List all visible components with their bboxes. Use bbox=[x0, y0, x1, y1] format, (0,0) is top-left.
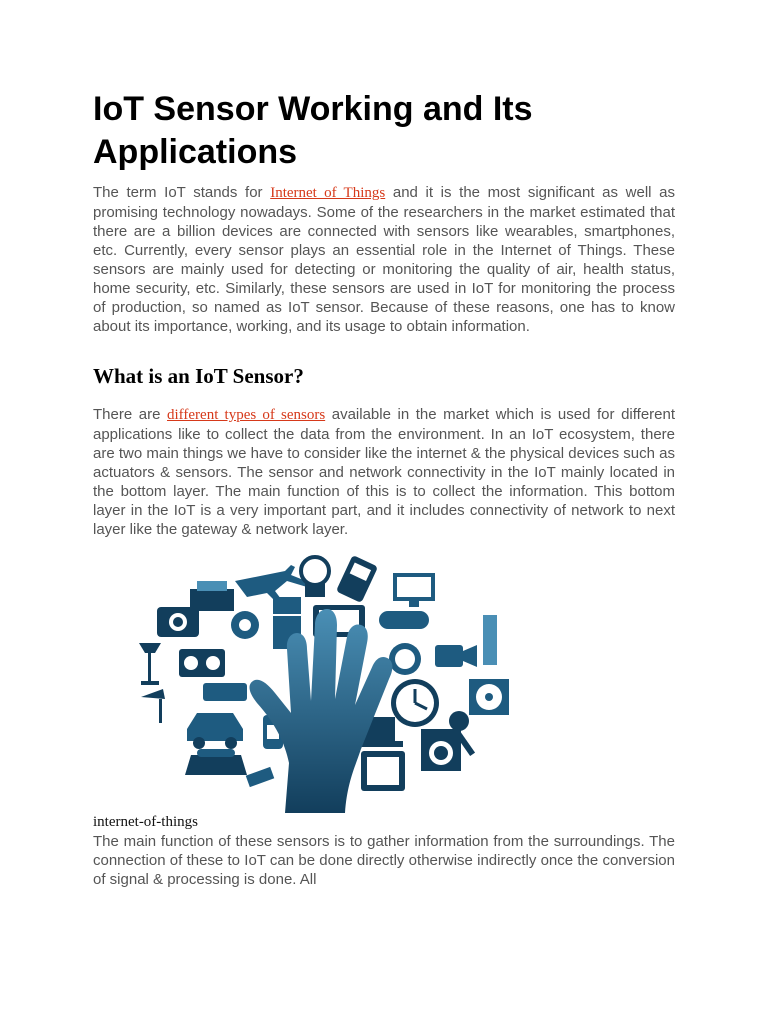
internet-of-things-link[interactable]: Internet of Things bbox=[270, 185, 386, 201]
weighing-scale-icon bbox=[389, 643, 421, 675]
iot-devices-illustration bbox=[135, 553, 535, 813]
figure-caption: internet-of-things bbox=[93, 814, 198, 830]
sensor-types-link[interactable]: different types of sensors bbox=[167, 407, 326, 423]
computer-monitor-icon bbox=[393, 573, 435, 607]
webcam-icon bbox=[231, 611, 259, 639]
car-icon bbox=[187, 713, 243, 749]
video-camera-icon bbox=[435, 645, 477, 667]
function-paragraph: The main function of these sensors is to gather information from the surroundings. The connection of these to IoT can be done directly otherwise indirectly once the conversion of signal & processing is done. All bbox=[93, 833, 675, 888]
light-bulb-icon bbox=[301, 557, 329, 595]
iot-illustration bbox=[93, 553, 675, 813]
kitchen-mixer-icon bbox=[483, 615, 497, 665]
game-controller-icon bbox=[379, 611, 429, 629]
cctv-camera-icon bbox=[246, 767, 275, 787]
wall-clock-icon bbox=[391, 679, 439, 727]
tablet-icon bbox=[361, 751, 405, 791]
telephone-icon bbox=[185, 749, 247, 775]
article bbox=[93, 88, 675, 889]
lamp-icon bbox=[139, 643, 161, 685]
radio-icon bbox=[179, 649, 225, 677]
sensor-paragraph: There are different types of sensors available in the market which is used for different applications like to collect the data from the environment. In an IoT ecosystem, there are two main things we have to consider like the internet & the physical devices such as actuators & sensors. The sensor and network connectivity in the IoT mainly located in the bottom layer. The main function of this is to collect the information. This bottom layer in the IoT is a very important part, and it includes connectivity of network to next layer like the gateway & network layer. bbox=[93, 406, 676, 538]
desk-lamp-icon bbox=[141, 689, 165, 723]
projector-icon bbox=[203, 683, 247, 701]
fan-icon bbox=[469, 679, 509, 715]
intro-paragraph: The term IoT stands for Internet of Things and it is the most significant as well as promising technology nowadays. Some of the researchers in the market estimated that there are a billion devices are connected with sensors like wearables, smartphones, etc. Currently, every sensor plays an essential role in the Internet of Things. These sensors are mainly used for detecting or monitoring the quality of air, health status, home security, etc. Similarly, these sensors are used in IoT for monitoring the process of production, so named as IoT sensor. Because of these reasons, one has to know about its importance, working, and its usage to obtain information. bbox=[93, 184, 675, 335]
washing-machine-icon bbox=[421, 729, 461, 771]
printer-icon bbox=[190, 581, 234, 611]
section-heading: What is an IoT Sensor? bbox=[93, 364, 304, 388]
page-title: IoT Sensor Working and Its Applications bbox=[93, 90, 533, 171]
camera-icon bbox=[157, 607, 199, 637]
mobile-phone-icon bbox=[336, 555, 378, 603]
